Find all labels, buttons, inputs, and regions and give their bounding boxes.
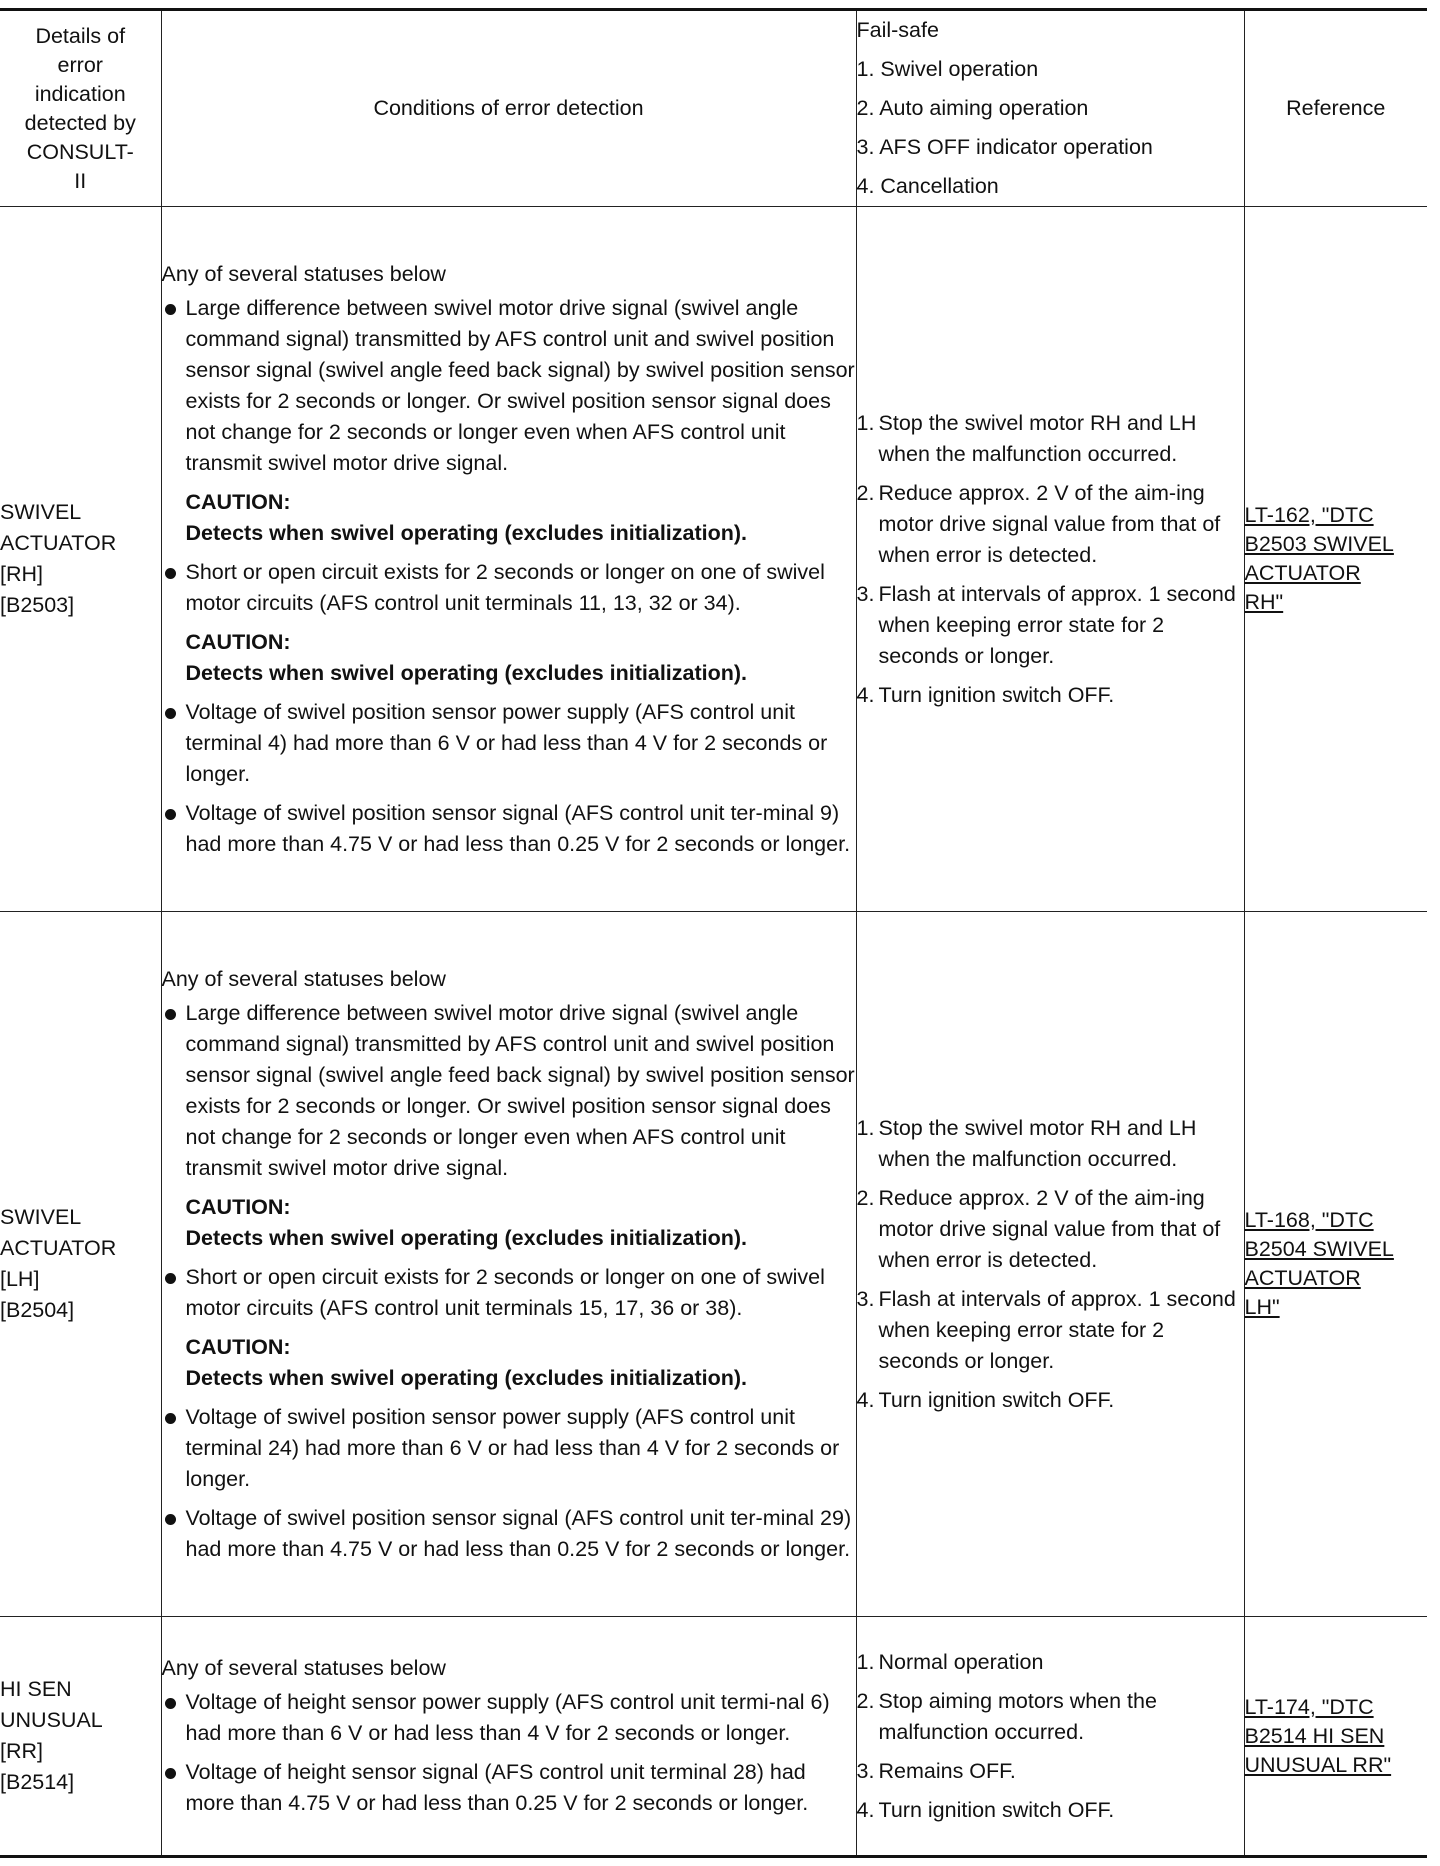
condition-bullet: [162, 1757, 856, 1819]
header-failsafe: [856, 10, 1244, 207]
step-number: 2.: [856, 1688, 875, 1713]
reference-line: B2514 HI SEN: [1244, 1723, 1385, 1748]
bullet-icon: [165, 304, 176, 315]
condition-bullet: [162, 798, 856, 860]
caution-label: CAUTION:: [185, 1334, 291, 1359]
header-details-line: CONSULT-: [26, 139, 134, 164]
reference-line: B2504 SWIVEL: [1244, 1237, 1394, 1261]
bullet-icon: [165, 1009, 176, 1020]
step-text: Flash at intervals of approx. 1 second when keeping error state for 2 seconds or longer.: [878, 581, 1236, 668]
failsafe-step: [857, 1647, 1244, 1678]
condition-text: Short or open circuit exists for 2 seconds or longer on one of swivel motor circuits (AFS control unit terminals 11, 13, 32 or 34).: [185, 559, 825, 615]
bullet-icon: [165, 809, 176, 820]
conditions-cell: [161, 912, 856, 1617]
step-number: 1.: [856, 1115, 875, 1140]
reference-link[interactable]: [1245, 1206, 1428, 1322]
step-text: Stop the swivel motor RH and LH when the malfunction occurred.: [878, 1115, 1197, 1171]
condition-bullet: [162, 697, 856, 790]
caution-text: Detects when swivel operating (excludes initialization).: [185, 660, 748, 685]
conditions-cell: [161, 207, 856, 912]
failsafe-cell: [856, 912, 1244, 1617]
error-item-line: HI SEN: [0, 1677, 72, 1701]
error-item-line: [RR]: [0, 1739, 43, 1763]
step-text: Turn ignition switch OFF.: [878, 682, 1115, 707]
caution-text: Detects when swivel operating (excludes initialization).: [185, 1365, 748, 1390]
conditions-cell: [161, 1617, 856, 1857]
failsafe-cell: [856, 207, 1244, 912]
reference-line: LT-162, "DTC: [1244, 503, 1374, 527]
error-item-line: [B2503]: [0, 593, 75, 617]
reference-cell: [1244, 1617, 1427, 1857]
bullet-icon: [165, 1514, 176, 1525]
condition-text: Large difference between swivel motor drive signal (swivel angle command signal) transmitted by AFS control unit and swivel position sensor signal (swivel angle feed back signal) by swivel position sensor exists for 2 seconds or longer. Or swivel position sensor signal does not change for 2 seconds or longer even when AFS control unit transmit swivel motor drive signal.: [185, 1000, 855, 1180]
reference-link[interactable]: [1245, 501, 1428, 617]
step-text: Reduce approx. 2 V of the aim-ing motor drive signal value from that of when error is detected.: [878, 480, 1221, 567]
bullet-icon: [165, 708, 176, 719]
bullet-icon: [165, 1413, 176, 1424]
error-item: [0, 1617, 161, 1857]
reference-line: LT-168, "DTC: [1244, 1208, 1374, 1232]
reference-link[interactable]: [1245, 1693, 1428, 1780]
error-item-line: [B2504]: [0, 1298, 75, 1322]
step-number: 1.: [856, 1649, 875, 1674]
caution-text: Detects when swivel operating (excludes initialization).: [185, 520, 748, 545]
caution-label: CAUTION:: [185, 489, 291, 514]
header-details-line: II: [74, 168, 87, 193]
header-failsafe-title: Fail-safe: [856, 18, 939, 42]
reference-line: LT-174, "DTC: [1244, 1694, 1374, 1719]
table-row: [0, 1617, 1427, 1857]
header-details-line: detected by: [24, 110, 136, 135]
caution-label: CAUTION:: [185, 629, 291, 654]
header-failsafe-item: 3. AFS OFF indicator operation: [856, 135, 1153, 159]
step-text: Flash at intervals of approx. 1 second when keeping error state for 2 seconds or longer.: [878, 1286, 1236, 1373]
step-number: 2.: [856, 480, 875, 505]
condition-text: Short or open circuit exists for 2 seconds or longer on one of swivel motor circuits (AFS control unit terminals 15, 17, 36 or 38).: [185, 1264, 825, 1320]
error-item-line: [LH]: [0, 1267, 40, 1291]
step-number: 3.: [856, 1286, 875, 1311]
condition-bullet: [162, 1402, 856, 1495]
error-item-line: SWIVEL: [0, 500, 82, 524]
error-item-line: [RH]: [0, 562, 43, 586]
header-conditions: Conditions of error detection: [161, 10, 856, 207]
step-text: Remains OFF.: [878, 1758, 1016, 1783]
failsafe-step: [857, 1284, 1244, 1377]
header-failsafe-item: 1. Swivel operation: [856, 57, 1039, 81]
error-item-line: [B2514]: [0, 1770, 75, 1794]
table-row: [0, 207, 1427, 912]
condition-bullet: [162, 557, 856, 619]
condition-text: Voltage of swivel position sensor signal (AFS control unit ter-minal 9) had more than 4.75 V or had less than 0.25 V for 2 seconds or longer.: [185, 800, 851, 856]
header-details-line: indication: [34, 81, 126, 106]
failsafe-step: [857, 1183, 1244, 1276]
failsafe-step: [857, 680, 1244, 711]
header-details: [0, 10, 161, 207]
failsafe-step: [857, 579, 1244, 672]
header-details-line: error: [57, 52, 103, 77]
table-row: [0, 912, 1427, 1617]
bullet-icon: [165, 568, 176, 579]
bullet-icon: [165, 1273, 176, 1284]
error-item: [0, 912, 161, 1617]
step-number: 4.: [856, 682, 875, 707]
condition-text: Voltage of height sensor power supply (AFS control unit termi-nal 6) had more than 6 V or had less than 4 V for 2 seconds or longer.: [185, 1690, 830, 1745]
condition-text: Large difference between swivel motor drive signal (swivel angle command signal) transmitted by AFS control unit and swivel position sensor signal (swivel angle feed back signal) by swivel position sensor exists for 2 seconds or longer. Or swivel position sensor signal does not change for 2 seconds or longer even when AFS control unit transmit swivel motor drive signal.: [185, 295, 855, 475]
failsafe-step: [857, 1795, 1244, 1826]
header-row: [0, 10, 1427, 207]
condition-bullet: [162, 1503, 856, 1565]
condition-bullet: [162, 1687, 856, 1749]
failsafe-step: [857, 478, 1244, 571]
step-text: Stop the swivel motor RH and LH when the malfunction occurred.: [878, 410, 1197, 466]
reference-cell: [1244, 207, 1427, 912]
header-failsafe-item: 4. Cancellation: [856, 174, 999, 198]
step-number: 4.: [856, 1387, 875, 1412]
error-item: [0, 207, 161, 912]
header-reference: Reference: [1244, 10, 1427, 207]
reference-line: B2503 SWIVEL: [1244, 532, 1394, 556]
reference-line: ACTUATOR: [1244, 561, 1361, 585]
caution-note: [162, 487, 856, 549]
reference-line: UNUSUAL RR": [1244, 1752, 1392, 1777]
error-item-line: SWIVEL: [0, 1205, 82, 1229]
step-text: Reduce approx. 2 V of the aim-ing motor drive signal value from that of when error is detected.: [878, 1185, 1221, 1272]
step-text: Turn ignition switch OFF.: [878, 1797, 1115, 1822]
condition-text: Voltage of swivel position sensor power supply (AFS control unit terminal 24) had more than 6 V or had less than 4 V for 2 seconds or longer.: [185, 1404, 840, 1491]
error-detection-table: [0, 8, 1427, 1858]
reference-line: RH": [1244, 590, 1284, 614]
condition-text: Voltage of swivel position sensor signal (AFS control unit ter-minal 29) had more than 4.75 V or had less than 0.25 V for 2 seconds or longer.: [185, 1505, 852, 1561]
caution-note: [162, 1332, 856, 1394]
conditions-intro: Any of several statuses below: [161, 966, 446, 991]
failsafe-step: [857, 1686, 1244, 1748]
caution-label: CAUTION:: [185, 1194, 291, 1219]
condition-bullet: [162, 293, 856, 479]
step-text: Stop aiming motors when the malfunction occurred.: [878, 1688, 1157, 1744]
bullet-icon: [165, 1698, 176, 1709]
reference-line: ACTUATOR: [1244, 1266, 1361, 1290]
step-number: 3.: [856, 581, 875, 606]
step-number: 2.: [856, 1185, 875, 1210]
failsafe-step: [857, 1385, 1244, 1416]
step-text: Normal operation: [878, 1649, 1044, 1674]
condition-bullet: [162, 1262, 856, 1324]
error-item-line: UNUSUAL: [0, 1708, 103, 1732]
header-details-line: Details of: [35, 23, 126, 48]
bullet-icon: [165, 1768, 176, 1779]
reference-line: LH": [1244, 1295, 1280, 1319]
caution-text: Detects when swivel operating (excludes initialization).: [185, 1225, 748, 1250]
step-number: 3.: [856, 1758, 875, 1783]
caution-note: [162, 627, 856, 689]
header-failsafe-item: 2. Auto aiming operation: [856, 96, 1089, 120]
failsafe-step: [857, 408, 1244, 470]
step-number: 1.: [856, 410, 875, 435]
step-text: Turn ignition switch OFF.: [878, 1387, 1115, 1412]
caution-note: [162, 1192, 856, 1254]
error-item-line: ACTUATOR: [0, 1236, 117, 1260]
condition-text: Voltage of swivel position sensor power supply (AFS control unit terminal 4) had more than 6 V or had less than 4 V for 2 seconds or longer.: [185, 699, 828, 786]
conditions-intro: Any of several statuses below: [161, 261, 446, 286]
step-number: 4.: [856, 1797, 875, 1822]
failsafe-step: [857, 1756, 1244, 1787]
condition-bullet: [162, 998, 856, 1184]
condition-text: Voltage of height sensor signal (AFS control unit terminal 28) had more than 4.75 V or had less than 0.25 V for 2 seconds or longer.: [185, 1760, 809, 1815]
reference-cell: [1244, 912, 1427, 1617]
error-item-line: ACTUATOR: [0, 531, 117, 555]
conditions-intro: Any of several statuses below: [161, 1656, 446, 1680]
failsafe-step: [857, 1113, 1244, 1175]
failsafe-cell: [856, 1617, 1244, 1857]
